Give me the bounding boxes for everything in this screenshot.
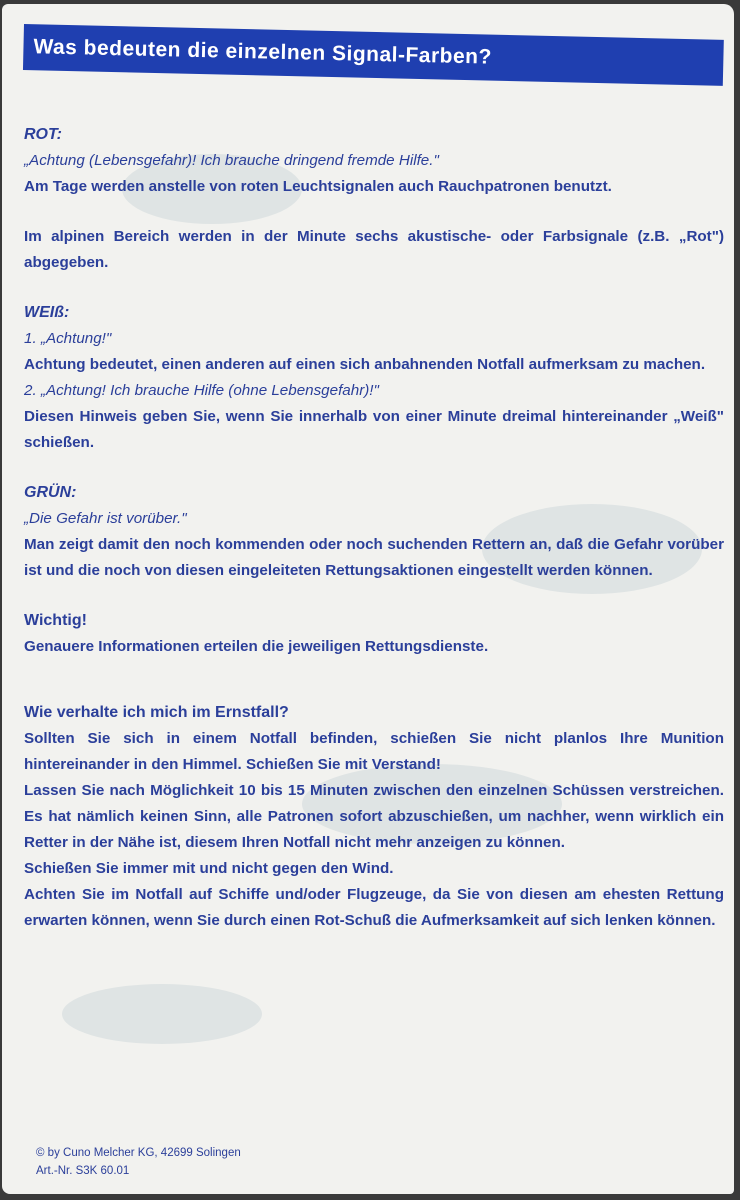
weiss-item-2-text: Diesen Hinweis geben Sie, wenn Sie innerhalb von einer Minute dreimal hintereinander „Weiß" schießen. xyxy=(24,408,724,451)
gruen-paragraph: Man zeigt damit den noch kommenden oder noch suchenden Rettern an, daß die Gefahr vorüber ist und die noch von diesen eingeleiteten Rettungsaktionen eingestellt werden können. xyxy=(24,536,724,579)
page-title: Was bedeuten die einzelnen Signal-Farben? xyxy=(33,35,493,69)
gruen-quote: „Die Gefahr ist vorüber." xyxy=(24,510,187,527)
rot-quote: „Achtung (Lebensgefahr)! Ich brauche dringend fremde Hilfe." xyxy=(24,152,439,169)
article-number: Art.-Nr. S3K 60.01 xyxy=(36,1165,130,1177)
weiss-item-2-label: 2. „Achtung! Ich brauche Hilfe (ohne Lebensgefahr)!" xyxy=(24,382,379,399)
ernstfall-paragraph-4: Achten Sie im Notfall auf Schiffe und/oder Flugzeuge, da Sie von diesen am ehesten Rettung erwarten können, wenn Sie durch einen Rot-Schuß die Aufmerksamkeit auf sich lenken können. xyxy=(24,886,724,929)
ernstfall-paragraph-3: Schießen Sie immer mit und nicht gegen den Wind. xyxy=(24,860,394,877)
document-body xyxy=(24,122,724,934)
section-heading-gruen: GRÜN: xyxy=(24,484,77,501)
ernstfall-paragraph-2: Lassen Sie nach Möglichkeit 10 bis 15 Minuten zwischen den einzelnen Schüssen verstreichen. Es hat nämlich keinen Sinn, alle Patronen sofort abzuschießen, um nachher, wenn wirklich ein Retter in der Nähe ist, diesem Ihren Notfall nicht mehr anzeigen zu können. xyxy=(24,782,724,851)
wichtig-paragraph: Genauere Informationen erteilen die jeweiligen Rettungsdienste. xyxy=(24,638,489,655)
rot-paragraph-2: Im alpinen Bereich werden in der Minute sechs akustische- oder Farbsignale (z.B. „Rot") abgegeben. xyxy=(24,228,724,271)
section-heading-wichtig: Wichtig! xyxy=(24,612,87,629)
water-stain xyxy=(62,984,262,1044)
instruction-sheet xyxy=(2,4,734,1194)
section-heading-weiss: WEIß: xyxy=(24,304,70,321)
weiss-item-1-label: 1. „Achtung!" xyxy=(24,330,112,347)
weiss-item-1-text: Achtung bedeutet, einen anderen auf einen sich anbahnenden Notfall aufmerksam zu machen. xyxy=(24,356,706,373)
copyright-notice: © by Cuno Melcher KG, 42699 Solingen xyxy=(36,1147,241,1159)
rot-paragraph-1: Am Tage werden anstelle von roten Leuchtsignalen auch Rauchpatronen benutzt. xyxy=(24,178,612,195)
ernstfall-paragraph-1: Sollten Sie sich in einem Notfall befinden, schießen Sie nicht planlos Ihre Munition hintereinander in den Himmel. Schießen Sie mit Verstand! xyxy=(24,730,724,773)
section-heading-ernstfall: Wie verhalte ich mich im Ernstfall? xyxy=(24,704,289,721)
footer xyxy=(36,1144,241,1180)
section-heading-rot: ROT: xyxy=(24,126,62,143)
title-banner xyxy=(23,24,724,86)
